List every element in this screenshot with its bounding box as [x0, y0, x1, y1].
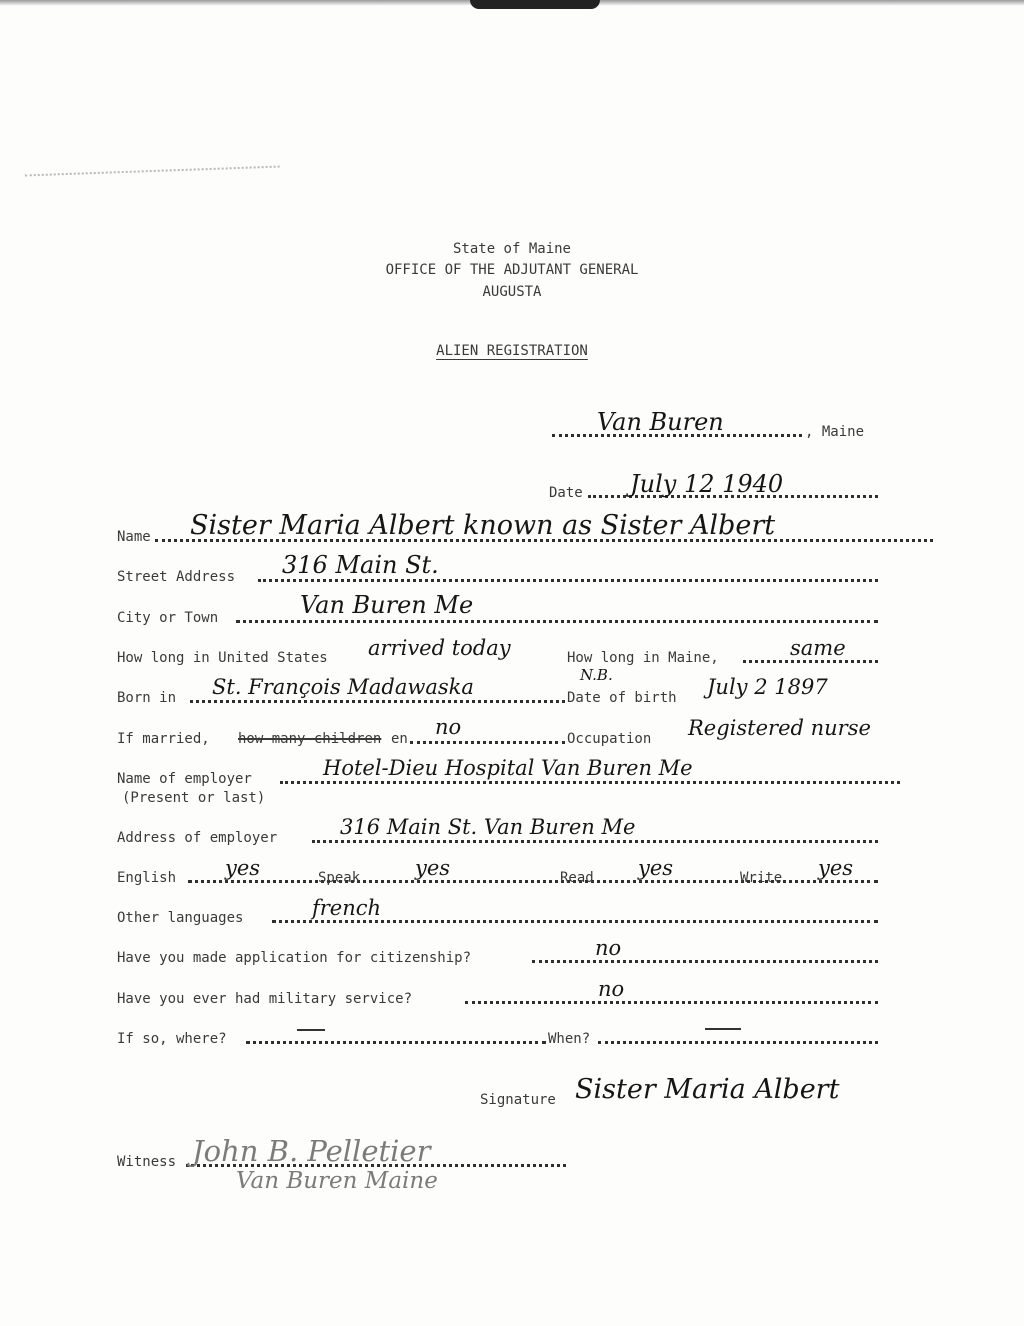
where-dash-mark [297, 1029, 325, 1031]
place-suffix: , Maine [805, 424, 865, 440]
occupation-value: Registered nurse [688, 716, 871, 740]
children-value: no [435, 715, 462, 739]
speak-label: Speak [318, 870, 361, 886]
where-dotted-line [246, 1041, 546, 1044]
employer-address-value: 316 Main St. Van Buren Me [340, 815, 636, 839]
street-label: Street Address [117, 569, 236, 585]
born-label: Born in [117, 690, 177, 706]
citizenship-label: Have you made application for citizenship? [117, 950, 472, 966]
employer-address-dotted-line [312, 840, 878, 843]
signature-label: Signature [480, 1092, 556, 1108]
city-value: Van Buren Me [300, 591, 474, 619]
read-label: Read [560, 870, 594, 886]
children-dotted-line [410, 741, 565, 744]
city-label: City or Town [117, 610, 219, 626]
read-value: yes [638, 856, 674, 880]
children-label-suffix: en [391, 731, 408, 747]
other-languages-dotted-line [272, 920, 878, 923]
english-label: English [117, 870, 177, 886]
speak-value: yes [415, 856, 451, 880]
citizenship-dotted-line [532, 960, 878, 963]
employer-note: (Present or last) [122, 790, 266, 806]
how-long-us-label: How long in United States [117, 650, 328, 666]
english-value: yes [225, 856, 261, 880]
header-city: AUGUSTA [482, 284, 542, 300]
where-label: If so, where? [117, 1031, 227, 1047]
write-label: Write [740, 870, 783, 886]
born-dotted-line [190, 700, 565, 703]
scan-smudge [25, 166, 281, 195]
employer-label: Name of employer [117, 771, 252, 787]
occupation-label: Occupation [567, 731, 652, 747]
form-title: ALIEN REGISTRATION [436, 343, 588, 359]
name-label: Name [117, 529, 151, 545]
when-label: When? [548, 1031, 591, 1047]
witness-signature: John B. Pelletier [192, 1134, 431, 1168]
children-label-struck: how many children [238, 731, 382, 747]
military-dotted-line [465, 1001, 878, 1004]
citizenship-value: no [595, 936, 622, 960]
how-long-maine-value: same [790, 636, 846, 660]
city-dotted-line [236, 620, 878, 623]
witness-place: Van Buren Maine [236, 1168, 438, 1194]
write-value: yes [818, 856, 854, 880]
when-dotted-line [598, 1041, 878, 1044]
married-label: If married, [117, 731, 210, 747]
dob-label: Date of birth [567, 690, 677, 706]
other-languages-value: french [312, 896, 382, 920]
name-value: Sister Maria Albert known as Sister Albert [190, 510, 776, 541]
street-dotted-line [258, 579, 878, 582]
military-value: no [598, 977, 625, 1001]
date-label: Date [549, 485, 583, 501]
born-note: N.B. [580, 666, 613, 684]
place-value: Van Buren [597, 408, 724, 436]
employer-address-label: Address of employer [117, 830, 278, 846]
street-value: 316 Main St. [282, 551, 439, 579]
scan-binder-notch [470, 0, 600, 9]
header-state: State of Maine [452, 241, 571, 257]
other-languages-label: Other languages [117, 910, 244, 926]
when-dash-mark [705, 1028, 741, 1030]
how-long-us-value: arrived today [368, 636, 511, 660]
how-long-maine-dotted-line [743, 660, 878, 663]
witness-label: Witness [117, 1154, 177, 1170]
how-long-maine-label: How long in Maine, [567, 650, 719, 666]
born-value: St. François Madawaska [212, 675, 474, 699]
dob-value: July 2 1897 [707, 675, 828, 699]
employer-value: Hotel-Dieu Hospital Van Buren Me [323, 756, 693, 780]
military-label: Have you ever had military service? [117, 991, 413, 1007]
employer-dotted-line [280, 781, 900, 784]
signature-value: Sister Maria Albert [575, 1074, 840, 1105]
date-value: July 12 1940 [630, 470, 784, 498]
header-office: OFFICE OF THE ADJUTANT GENERAL [385, 262, 639, 278]
